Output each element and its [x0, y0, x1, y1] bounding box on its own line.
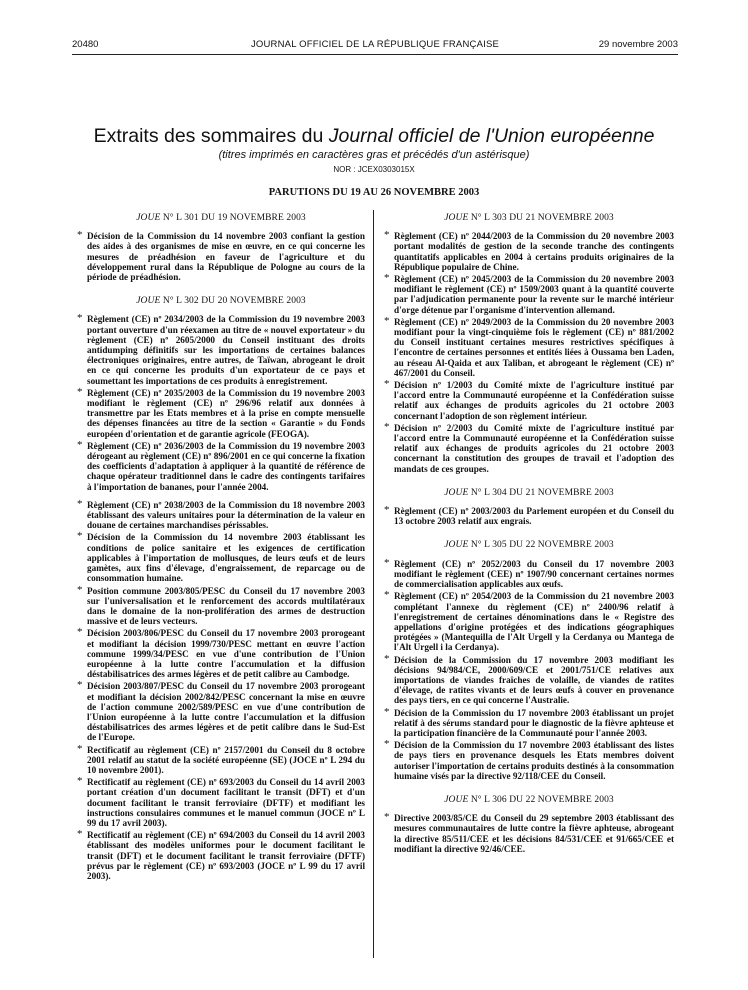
list-item: * Règlement (CE) nº 2045/2003 de la Commission du 20 novembre 2003 modifiant le règlement (CE) nº 1509/2003 quant à la quantité couverte par l'adjudication permanente pour la revente sur le marché intérieur d'orge détenue par l'organisme d'intervention allemand.	[384, 274, 674, 315]
title-italic: Journal officiel de l'Union européenne	[328, 125, 655, 147]
parutions-heading: PARUTIONS DU 19 AU 26 NOVEMBRE 2003	[268, 187, 480, 198]
running-header	[72, 36, 678, 55]
list-item: * Directive 2003/85/CE du Conseil du 29 septembre 2003 établissant des mesures communautaires de lutte contre la fièvre aphteuse, abrogeant la directive 85/511/CEE et les décisions 84/531/CEE et 91/665/CEE et modifiant la directive 92/46/CEE.	[384, 813, 674, 854]
nor-reference: NOR : JCEX0303015X	[333, 165, 415, 174]
page-title	[60, 125, 688, 148]
journal-name: JOURNAL OFFICIEL DE LA RÉPUBLIQUE FRANÇAISE	[250, 39, 500, 50]
list-item: * Décision de la Commission du 14 novembre 2003 confiant la gestion des aides à des organismes de mise en œuvre, en ce qui concerne les mesures de préadhésion en faveur de l'agriculture et du développement rural dans la République de Pologne au cours de la période de préadhésion.	[77, 231, 365, 282]
list-item: * Règlement (CE) nº 2036/2003 de la Commission du 19 novembre 2003 dérogeant au règlement (CE) nº 896/2001 en ce qui concerne la fixation des coefficients d'adaptation à appliquer à la quantité de référence de chaque opérateur traditionnel dans le cadre des contingents tarifaires à l'importation de bananes, pour l'année 2004.	[77, 441, 365, 492]
section-heading: JOUE N° L 304 DU 21 NOVEMBRE 2003	[444, 487, 614, 498]
list-item: * Règlement (CE) nº 2034/2003 de la Commission du 19 novembre 2003 portant ouverture d'un réexamen au titre de « nouvel exportateur » du règlement (CE) nº 2605/2000 du Conseil instituant des droits antidumping définitifs sur les importations de certaines balances électroniques originaires, entre autres, de Taïwan, abrogeant le droit en ce qui concerne les produits d'un exportateur de ce pays et soumettant les importations de ces produits à enregistrement.	[77, 314, 365, 385]
left-column	[77, 210, 365, 883]
list-item: * Décision de la Commission du 17 novembre 2003 établissant un projet relatif à des sérums standard pour le diagnostic de la fièvre aphteuse et la participation financière de la Communauté pour l'année 2003.	[384, 708, 674, 739]
page-number: 20480	[72, 39, 99, 50]
list-item: * Règlement (CE) nº 2049/2003 de la Commission du 20 novembre 2003 modifiant pour la vingt-cinquième fois le règlement (CE) nº 881/2002 du Conseil instituant certaines mesures restrictives spécifiques à l'encontre de certaines personnes et entités liées à Oussama ben Laden, au réseau Al-Qaida et aux Taliban, et abrogeant le règlement (CE) nº 467/2001 du Conseil.	[384, 317, 674, 378]
section-heading: JOUE N° L 306 DU 22 NOVEMBRE 2003	[444, 794, 614, 805]
list-item: * Règlement (CE) nº 2052/2003 du Conseil du 17 novembre 2003 modifiant le règlement (CEE) nº 1907/90 concernant certaines normes de commercialisation applicables aux œufs.	[384, 559, 674, 590]
list-item: * Règlement (CE) nº 2038/2003 de la Commission du 18 novembre 2003 établissant des valeurs unitaires pour la détermination de la valeur en douane de certaines marchandises périssables.	[77, 500, 365, 531]
list-item: * Rectificatif au règlement (CE) nº 694/2003 du Conseil du 14 avril 2003 établissant des modèles uniformes pour le document facilitant le transit (DFT) et le document facilitant le transit ferroviaire (DFTF) prévus par le règlement (CE) nº 693/2003 (JOCE nº L 99 du 17 avril 2003).	[77, 830, 365, 881]
issue-date: 29 novembre 2003	[598, 39, 678, 50]
list-item: * Décision 2003/806/PESC du Conseil du 17 novembre 2003 prorogeant et modifiant la décision 1999/730/PESC mettant en œuvre l'action commune 1999/34/PESC en vue d'une contribution de l'Union européenne à la lutte contre l'accumulation et la diffusion déstabilisatrices des armes légères et de petit calibre au Cambodge.	[77, 628, 365, 679]
right-column	[384, 210, 674, 856]
list-item: * Règlement (CE) nº 2035/2003 de la Commission du 19 novembre 2003 modifiant le règlement (CE) nº 296/96 relatif aux données à transmettre par les Etats membres et à la prise en compte mensuelle des dépenses financées au titre de la section « Garantie » du Fonds européen d'orientation et de garantie agricole (FEOGA).	[77, 388, 365, 439]
list-item: * Rectificatif au règlement (CE) nº 693/2003 du Conseil du 14 avril 2003 portant création d'un document facilitant le transit (DFT) et d'un document facilitant le transit ferroviaire (DFTF) et modifiant les instructions consulaires communes et le manuel commun (JOCE nº L 99 du 17 avril 2003).	[77, 777, 365, 828]
list-item: * Position commune 2003/805/PESC du Conseil du 17 novembre 2003 sur l'universalisation et le renforcement des accords multilatéraux dans le domaine de la non-prolifération des armes de destruction massive et de leurs vecteurs.	[77, 586, 365, 627]
list-item: * Rectificatif au règlement (CE) nº 2157/2001 du Conseil du 8 octobre 2001 relatif au statut de la société européenne (SE) (JOCE nº L 294 du 10 novembre 2001).	[77, 745, 365, 776]
list-item: * Décision de la Commission du 14 novembre 2003 établissant les conditions de police sanitaire et les exigences de certification applicables à l'importation de mollusques, de leurs œufs et de leurs gamètes, aux fins d'élevage, d'engraissement, de reparcage ou de consommation humaine.	[77, 532, 365, 583]
section-heading: JOUE N° L 305 DU 22 NOVEMBRE 2003	[444, 540, 614, 551]
list-item: * Décision 2003/807/PESC du Conseil du 17 novembre 2003 prorogeant et modifiant la décision 2002/842/PESC concernant la mise en œuvre de l'action commune 2002/589/PESC en vue d'une contribution de l'Union européenne à la lutte contre l'accumulation et la diffusion déstabilisatrices des armes légères et de petit calibre dans le Sud-Est de l'Europe.	[77, 681, 365, 742]
list-item: * Règlement (CE) nº 2003/2003 du Parlement européen et du Conseil du 13 octobre 2003 relatif aux engrais.	[384, 506, 674, 526]
column-divider	[373, 210, 374, 958]
list-item: * Décision nº 1/2003 du Comité mixte de l'agriculture institué par l'accord entre la Communauté européenne et la Confédération suisse relatif aux échanges de produits agricoles du 21 octobre 2003 concernant l'adoption de son règlement intérieur.	[384, 380, 674, 421]
list-item: * Règlement (CE) nº 2054/2003 de la Commission du 21 novembre 2003 complétant l'annexe du règlement (CE) nº 2400/96 relatif à l'enregistrement de certaines dénominations dans le « Registre des appellations d'origine protégées et des indications géographiques protégées » (Mantequilla de l'Alt Urgell y la Cerdanya ou Mantega de l'Alt Urgell i la Cerdanya).	[384, 591, 674, 652]
list-item: * Règlement (CE) nº 2044/2003 de la Commission du 20 novembre 2003 portant modalités de gestion de la seconde tranche des contingents quantitatifs applicables en 2004 à certains produits originaires de la République populaire de Chine.	[384, 231, 674, 272]
section-heading: JOUE N° L 302 DU 20 NOVEMBRE 2003	[136, 296, 306, 307]
section-heading: JOUE N° L 301 DU 19 NOVEMBRE 2003	[136, 213, 306, 223]
list-item: * Décision nº 2/2003 du Comité mixte de l'agriculture institué par l'accord entre la Communauté européenne et la Confédération suisse relatif aux échanges de produits agricoles du 21 octobre 2003 concernant la constitution des groupes de travail et l'adoption des mandats de ces groupes.	[384, 423, 674, 474]
page-subtitle: (titres imprimés en caractères gras et précédés d'un astérisque)	[218, 149, 530, 161]
list-item: * Décision de la Commission du 17 novembre 2003 modifiant les décisions 94/984/CE, 2000/609/CE et 2001/751/CE relatives aux importations de viandes fraîches de volaille, de viandes de ratites d'élevage, de ratites vivants et de leurs œufs à couver en provenance des pays tiers, en ce qui concerne l'Australie.	[384, 655, 674, 706]
title-prefix: Extraits des sommaires du	[93, 125, 329, 147]
list-item: * Décision de la Commission du 17 novembre 2003 établissant des listes de pays tiers en provenance desquels les Etats membres doivent autoriser l'importation de certains produits destinés à la consommation humaine visés par la directive 92/118/CEE du Conseil.	[384, 740, 674, 781]
section-heading: JOUE N° L 303 DU 21 NOVEMBRE 2003	[444, 213, 614, 223]
